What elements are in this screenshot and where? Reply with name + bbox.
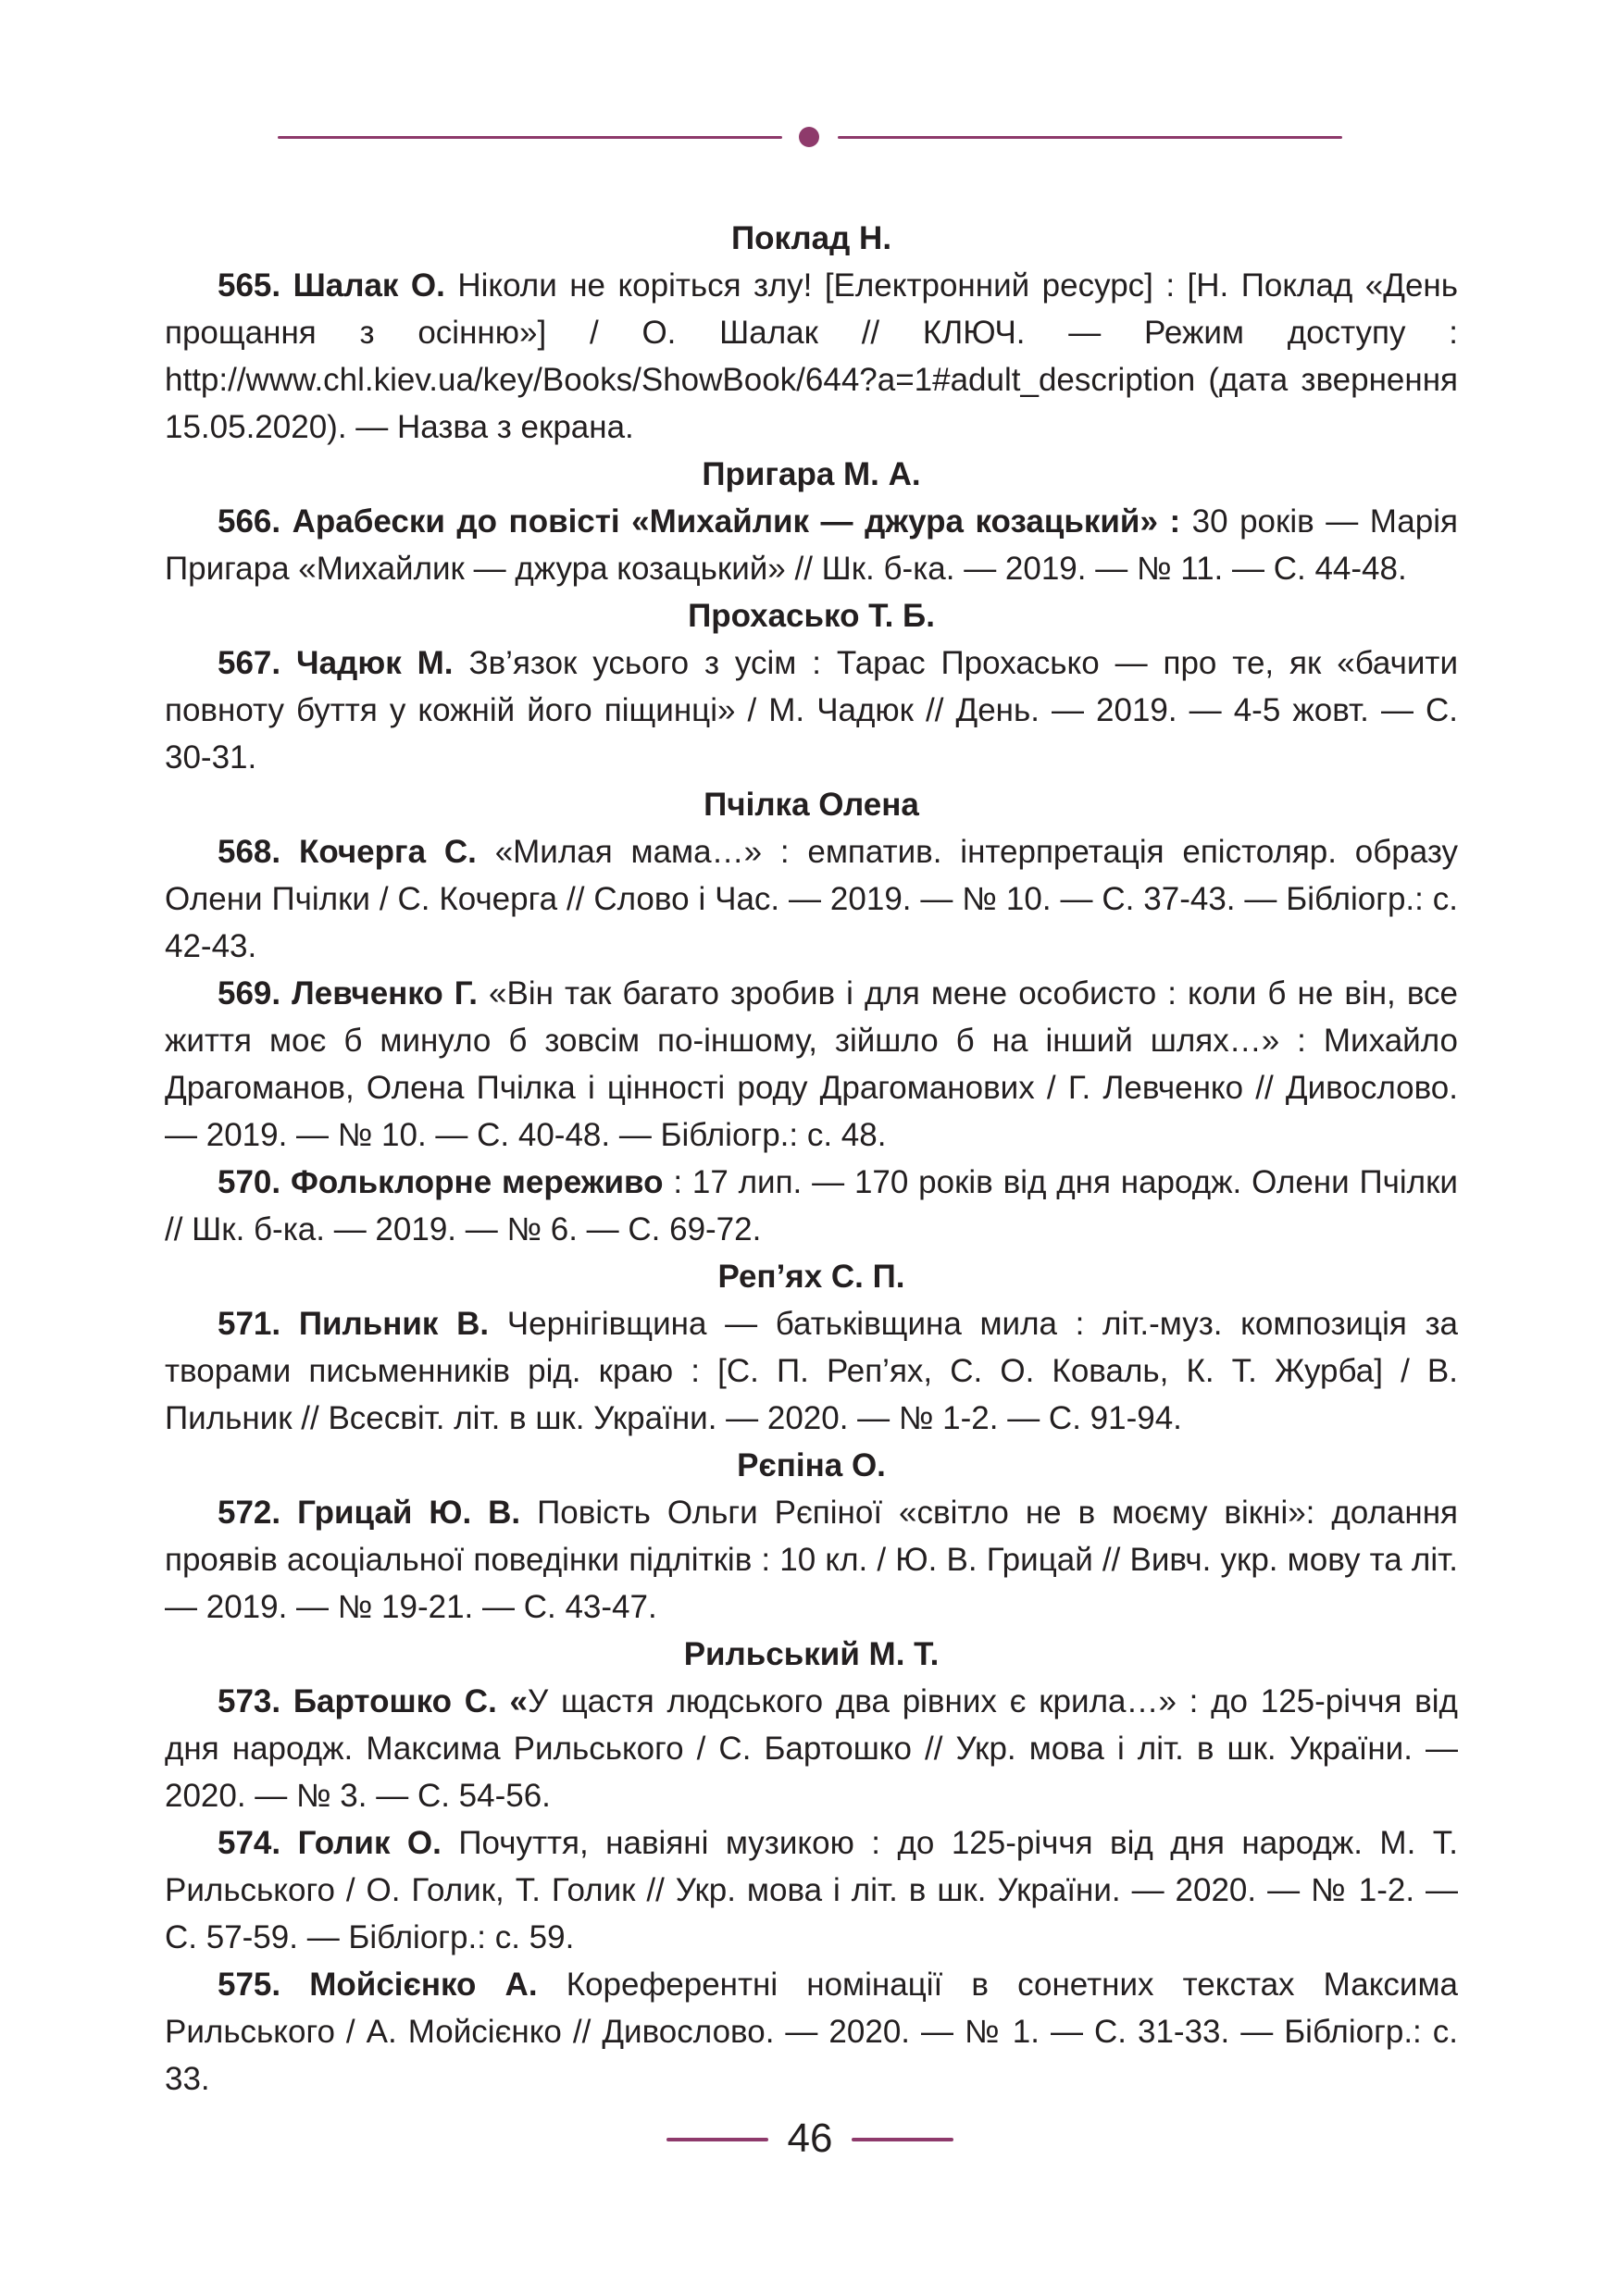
entry-author: Пильник В. <box>298 1306 490 1342</box>
ornament-line-left <box>278 136 782 139</box>
entry-text: Ніколи не коріться злу! [Електронний ресурс] : [Н. Поклад «День прощання з осінню»] / О. Шалак // КЛЮЧ. — Режим доступу : http://www.chl.kiev.ua/key/Books/ShowBook/644?a=1#adult_description (дата звернення 15.05.2020). — Назва з екрана. <box>165 267 1458 445</box>
entry-text: Повість Ольги Рєпіної «світло не в моєму вікні»: долання проявів асоціальної поведінки підлітків : 10 кл. / Ю. В. Грицай // Вивч. укр. мову та літ. — 2019. — № 19-21. — С. 43-47. <box>165 1495 1458 1625</box>
entry-text: Почуття, навіяні музикою : до 125-річчя від дня народж. М. Т. Рильського / О. Голик, Т. Голик // Укр. мова і літ. в шк. України. — 2020. — № 1-2. — С. 57-59. — Бібліогр.: с. 59. <box>165 1825 1458 1955</box>
entry-text: «Він так багато зробив і для мене особисто : коли б не він, все життя моє б минуло б зовсім по-іншому, зійшло б на інший шлях…» : Михайло Драгоманов, Олена Пчілка і цінності роду Драгоманових / Г. Левченко // Дивослово. — 2019. — № 10. — С. 40-48. — Бібліогр.: с. 48. <box>165 975 1458 1153</box>
section-heading: Реп’ях С. П. <box>717 1259 905 1295</box>
entry-author: Фольклорне мереживо <box>290 1164 664 1200</box>
entry-number: 575. <box>218 1967 281 2003</box>
section-heading: Рильський М. Т. <box>683 1636 940 1672</box>
entry-text: У щастя людського два рівних є крила…» : до 125-річчя від дня народж. Максима Рильського / С. Бартошко // Укр. мова і літ. в шк. України. — 2020. — № 3. — С. 54-56. <box>165 1683 1458 1814</box>
entry-number: 574. <box>218 1825 281 1861</box>
bibliography-entry <box>165 1678 1458 1819</box>
page-footer <box>0 2113 1619 2168</box>
section-heading: Прохасько Т. Б. <box>688 598 935 634</box>
bibliography-entry <box>165 262 1458 451</box>
entry-text: 30 років — Марія Пригара «Михайлик — джура козацький» // Шк. б-ка. — 2019. — № 11. — С. 44-48. <box>165 503 1458 587</box>
entry-number: 573. <box>218 1683 281 1719</box>
bibliography-entry <box>165 970 1458 1159</box>
bibliography-entry <box>165 1300 1458 1442</box>
section-heading: Рєпіна О. <box>737 1447 886 1483</box>
section-heading: Поклад Н. <box>730 220 892 256</box>
entry-author: Грицай Ю. В. <box>297 1495 521 1531</box>
ornament-line-right <box>838 136 1342 139</box>
entry-text: Кореферентні номінації в сонетних текстах Максима Рильського / А. Мойсієнко // Дивослово. — 2020. — № 1. — С. 31-33. — Бібліогр.: с. 33. <box>165 1967 1458 2097</box>
bibliography-entry <box>165 1961 1458 2103</box>
bibliography-entry <box>165 498 1458 592</box>
bibliography-entry <box>165 1159 1458 1253</box>
footer-line-right <box>852 2138 953 2141</box>
entry-author: Мойсієнко А. <box>309 1967 538 2003</box>
entry-number: 571. <box>218 1306 281 1342</box>
entry-text: «Милая мама…» : емпатив. інтерпретація епістоляр. образу Олени Пчілки / С. Кочерга // Слово і Час. — 2019. — № 10. — С. 37-43. — Бібліогр.: с. 42-43. <box>165 834 1458 964</box>
section-heading: Пригара М. А. <box>702 456 921 492</box>
entry-number: 567. <box>218 645 281 681</box>
entry-text: Чернігівщина — батьківщина мила : літ.-муз. композиція за творами письменників рід. краю : [С. П. Реп’ях, С. О. Коваль, К. Т. Журба] / В. Пильник // Всесвіт. літ. в шк. України. — 2020. — № 1-2. — С. 91-94. <box>165 1306 1459 1436</box>
entry-author: Кочерга С. <box>298 834 477 870</box>
entry-author: Левченко Г. <box>292 975 478 1011</box>
entry-author: Голик О. <box>297 1825 442 1861</box>
entry-author: Шалак О. <box>293 267 445 304</box>
entry-text: : 17 лип. — 170 років від дня народж. Олени Пчілки // Шк. б-ка. — 2019. — № 6. — С. 69-72. <box>165 1164 1458 1247</box>
bibliography-entry <box>165 1819 1458 1961</box>
bibliography-entry <box>165 1489 1458 1631</box>
entry-number: 570. <box>218 1164 281 1200</box>
section-heading: Пчілка Олена <box>704 787 919 823</box>
entry-author: Чадюк М. <box>296 645 454 681</box>
bibliography-entry <box>165 639 1458 781</box>
entry-number: 568. <box>218 834 281 870</box>
entry-text: Зв’язок усього з усім : Тарас Прохасько — про те, як «бачити повноту буття у кожній його піщинці» / М. Чадюк // День. — 2019. — 4-5 жовт. — С. 30-31. <box>165 645 1458 776</box>
entry-author: Арабески до повісті «Михайлик — джура козацький» : <box>292 503 1181 540</box>
ornament-dot <box>799 127 819 147</box>
entry-number: 569. <box>218 975 281 1011</box>
top-ornament <box>278 126 1342 148</box>
footer-line-left <box>666 2138 768 2141</box>
entry-number: 572. <box>218 1495 281 1531</box>
bibliography-entry <box>165 828 1458 970</box>
entry-number: 565. <box>218 267 281 304</box>
entry-number: 566. <box>218 503 281 540</box>
entry-author: Бартошко С. « <box>293 1683 528 1719</box>
page-number: 46 <box>787 2116 833 2161</box>
bibliography-content <box>165 215 1458 2103</box>
